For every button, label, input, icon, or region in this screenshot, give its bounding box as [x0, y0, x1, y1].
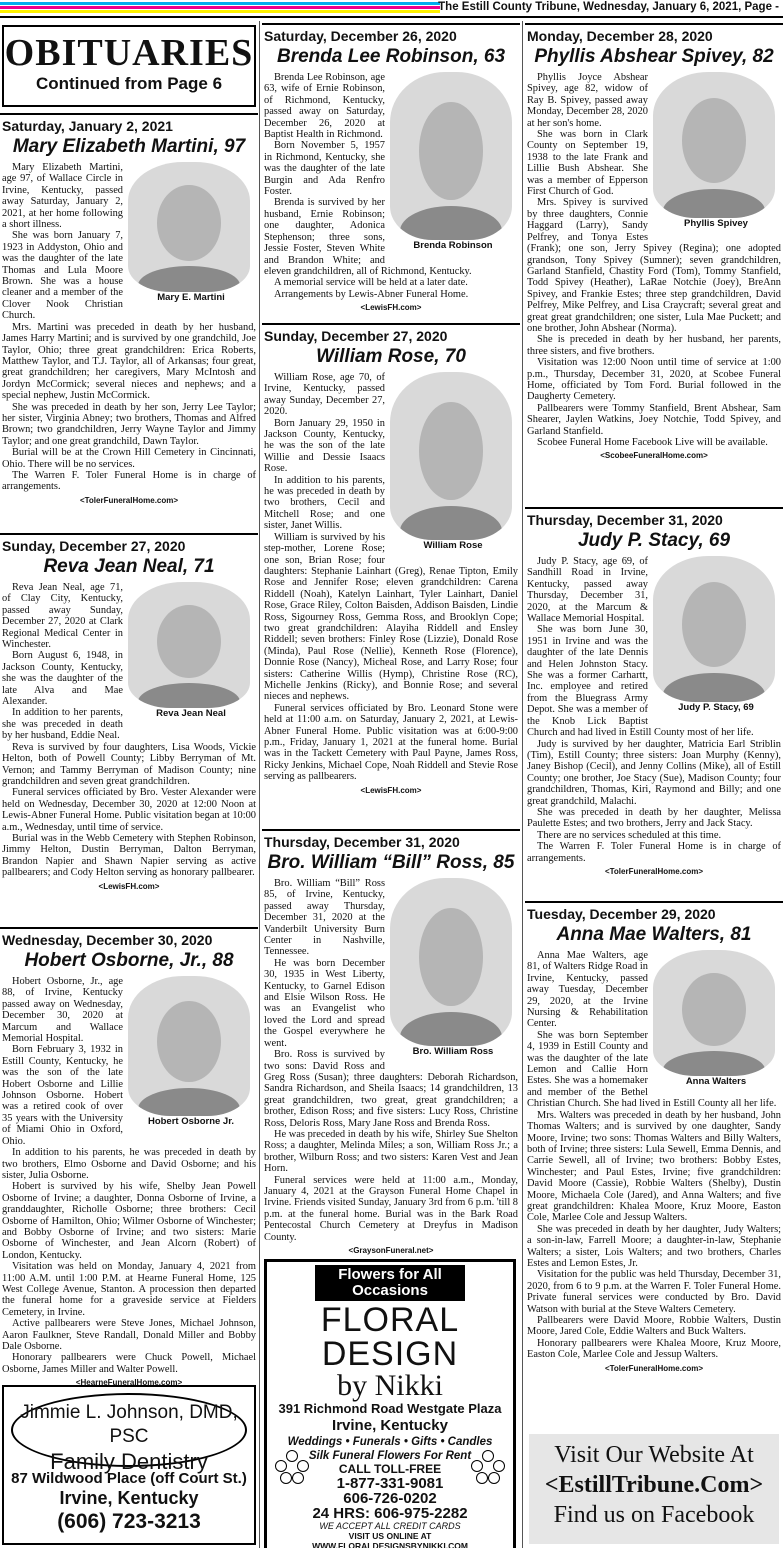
obituary [525, 23, 783, 525]
obituary-paragraph: Mrs. Walters was preceded in death by her husband, John Thomas Walters; and is survived by one daughter, Sandy Moore, Irvine; two sons: Thomas Walters and Billy Walters, both of Irvine; three sisters: Lula Sewell, Emma Dennis, and Carrie Sewell, all of Irvine; two brothers: Bobby Estes, Winchester; and Paul Estes, Irvine; five grandchildren: David Moore (Cassie), Robbie Walters (Shelby), Dustin Moore, Michaela Cole (Jared), and Anna Walters; and five great grandchildren: Khalea Moore, Kruz Moore, Easton Cole, Marlee Cole and Jessup Walters. [527, 1109, 781, 1224]
obituary-paragraph: Visitation was 12:00 Noon until time of service at 1:00 p.m., Thursday, December 31, 2020, at Scobee Funeral Home, officiated by Tom Ford. Burial followed in the Daugherty Cemetery. [527, 357, 781, 403]
obituary-date: Thursday, December 31, 2020 [525, 507, 783, 529]
floral-website: WWW.FLORALDESIGNSBYNIKKI.COM [312, 1541, 468, 1548]
color-registration-bars [0, 0, 440, 16]
obituary-text [0, 162, 258, 506]
obituary-date: Tuesday, December 29, 2020 [525, 901, 783, 923]
obituary-name: Judy P. Stacy, 69 [577, 530, 731, 551]
obituary-paragraph: Visitation for the public was held Thursday, December 31, 2020, from 6 to 9 p.m. at the Warren F. Toler Funeral Home. Private funeral services were conducted by Bro. David Watson with burial at the Steve Walters Cemetery. [527, 1269, 781, 1315]
obituary-paragraph: She was born June 30, 1951 in Irvine and was the daughter of the late Dennis and Helen Johnston Stacy. She was a former Carhartt, Inc. employee and retired from the Bluegrass Army Depot. She was a member of the Knob Lick Baptist Church and had lived in Estill County most of her life. [527, 624, 754, 739]
floral-city: Irvine, Kentucky [332, 1417, 448, 1434]
obituary-photo [390, 878, 516, 1058]
obituary-paragraph: Judy P. Stacy, age 69, of Sandhill Road in Irvine, Kentucky, passed away Thursday, December 31, 2020, at the Marcum & Wallace Memorial Hospital. [527, 556, 648, 625]
portrait-image [653, 950, 775, 1076]
obituary-date: Saturday, December 26, 2020 [262, 23, 520, 45]
obituary-paragraph: The Warren F. Toler Funeral Home is in charge of arrangements. [527, 841, 781, 864]
obituary-paragraph: Born November 5, 1957 in Richmond, Kentucky, she was the daughter of the late Burgin and Ada Renfro Foster. [264, 140, 385, 198]
obituary [525, 507, 783, 919]
obituary-text [0, 976, 258, 1389]
photo-caption: William Rose [423, 540, 483, 551]
obituary-paragraph: She was preceded in death by her son, Jerry Lee Taylor; her sister, Virginia Abney; two brothers, Thomas and Alfred Brown; two grandchildren, Jerry Wayne Taylor and Jimmy Taylor; and one great grandchild, Dawn Taylor. [2, 401, 256, 447]
obituary-paragraph: Brenda Lee Robinson, age 63, wife of Ernie Robinson, of Richmond, Kentucky, passed away on Saturday, December 26, 2020 at Baptist Health in Richmond. [264, 72, 385, 141]
obituary-name: Mary Elizabeth Martini, 97 [12, 136, 246, 157]
obituary-text [262, 372, 520, 796]
dentist-address: 87 Wildwood Place (off Court St.) [11, 1470, 247, 1487]
floral-visit: VISIT US ONLINE AT [348, 1531, 432, 1541]
dentist-oval [11, 1393, 247, 1474]
floral-call: CALL TOLL-FREE [338, 1462, 442, 1476]
photo-caption: Anna Walters [685, 1076, 747, 1087]
obituary-paragraph: Mrs. Martini was preceded in death by her husband, James Harry Martini; and is survived by one grandchild, Joe Taylor, Ohio; three great grandchildren: Erica Roberts, Matthew Taylor, and T.J. Taylor, all of Arkansas; four great, great grandchildren; her caregivers, Mary McIntosh and Jordyn McCormick; several nieces and nephews; and a special nephew, Justin McCormick. [2, 321, 256, 402]
floral-banner: Flowers for All Occasions [315, 1265, 465, 1301]
dentist-name: Jimmie L. Johnson, DMD, PSC [20, 1402, 238, 1447]
flower-icon [471, 1450, 505, 1486]
obituary-paragraph: Visitation was held on Monday, January 4, 2021 from 11:00 A.M. until 1:00 P.M. at Hearne Funeral Home, 125 West College Avenue, Stanton. A procession then departed the funeral home for a graveside service at Fielders Cemetery, in Irvine. [2, 1261, 256, 1318]
obituary-photo [128, 582, 254, 720]
obituary-paragraph: William Rose, age 70, of Irvine, Kentucky, passed away Sunday, December 27, 2020. [264, 372, 385, 418]
obituary-paragraph: She was born in Clark County on September 19, 1938 to the late Frank and Lillie Bush Abshear. She was a member of Epperson First Church of God. [527, 129, 648, 198]
obituary-photo [390, 372, 516, 552]
obituary-paragraph: Funeral services officiated by Bro. Leonard Stone were held at 11:00 a.m. on Saturday, January 2, 2021, at Lewis-Abner Funeral Home. Public visitation was at 6:00-9:00 p.m., Friday, January 1, 2021 at the funeral home. Burial was in the Tackett Cemetery with Paul Payne, James Ross, Ricky Jenkins, Michael Cope, Noah Riddell and Stevie Rose serving as pallbearers. [264, 702, 518, 783]
obituary-paragraph: Burial will be at the Crown Hill Cemetery in Cincinnati, Ohio. There will be no services. [2, 447, 256, 470]
obituary-paragraph: Born August 6, 1948, in Jackson County, Kentucky, she was the daughter of the late Alva and Mae Alexander. [2, 650, 123, 708]
obituary-paragraph: Active pallbearers were Steve Jones, Michael Johnson, Aaron Faulkner, Steve Randall, Donald Miller and Bobby Dale Osborne. [2, 1318, 256, 1352]
obituary-paragraph: In addition to his parents, he was preceded in death by two brothers, Cecil and Mitchell Rose; and one sister, Janet Willis. [264, 474, 385, 532]
funeral-home-source[interactable]: <LewisFH.com> [360, 785, 422, 795]
obituary [0, 113, 258, 549]
obituary-paragraph: Funeral services were held at 11:00 a.m., Monday, January 4, 2021 at the Grayson Funeral Home Chapel in Irvine. Friends visited Sunday, January 3rd from 6 p.m. 'till 8 p.m. at the funeral home. Burial was in the Bark Road Pentecostal Church Cemetery at Dreyfus in Madison County. [264, 1174, 519, 1243]
obituary-paragraph: William is survived by his step-mother, Lorene Rose; one son, Brian Rose; four daughters: Stephanie Lainhart (Greg), Renae Tipton, Emily Rose and Jennifer Rose; eleven grandchildren: Carena Riddell (Noah), Katelyn Lainhart, Tyler Lainhart, Daniel Rose, Grace Riley, Colton Baisden, Addison Baisden, Lindie Ross, Sigourney Ross, Gemma Ross, and Brooklyn Cope; two great grandchildren: Alayiha Riddell and Ensley Riddell; seven brothers: Finley Rose (Lizzie), Donald Rose (Minda), Paul Rose (Nellie), Kenneth Rose (Florence), Donnie Rose (Nancy), Micheal Rose, and Larry Rose; four sisters: Catherine Willis (Hymp), Christine Rose (RC), Michelle Jenkins (Ricky), and Bonnie Rose; and several nieces and nephews. [264, 531, 518, 703]
facebook-line: Find us on Facebook [553, 1502, 755, 1528]
cyan-bar [0, 2, 440, 5]
obituary-paragraph: Honorary pallbearers were Chuck Powell, Michael Osborne, James Miller and Walter Powell. [2, 1352, 256, 1375]
portrait-image [128, 162, 250, 292]
obituary-date: Wednesday, December 30, 2020 [0, 927, 258, 949]
photo-caption: Bro. William Ross [412, 1046, 494, 1057]
obituary-paragraph: Bro. Ross is survived by two sons: David Ross and Greg Ross (Susan); three daughters: Deborah Richardson, Sandra Richardson, and Sheila Isaacs; 14 grandchildren, 13 great grandchildren, two great, great grandchildren; a brother, Edison Ross; and five sisters: Lucy Ross, Christine Ross, Deloris Ross, Mary Jane Ross and Brenda Ross. [264, 1049, 518, 1129]
photo-caption: Judy P. Stacy, 69 [678, 702, 754, 713]
portrait-image [390, 72, 512, 240]
obituary-paragraph: Scobee Funeral Home Facebook Live will be available. [537, 437, 768, 448]
funeral-home-source[interactable]: <LewisFH.com> [98, 881, 160, 891]
column-rule [522, 21, 523, 1548]
obituary-paragraph: In addition to her parents, she was preceded in death by her husband, Eddie Neal. [2, 707, 123, 742]
obituary-paragraph: Bro. William “Bill” Ross 85, of Irvine, Kentucky, passed away Thursday, December 31, 2020 at the Vanderbilt University Burn Center in Nashville, Tennessee. [264, 878, 385, 958]
magenta-bar [0, 6, 440, 9]
obituary-date: Saturday, January 2, 2021 [0, 113, 258, 135]
funeral-home-source[interactable]: <TolerFuneralHome.com> [604, 1363, 704, 1373]
column-rule [259, 21, 260, 1548]
photo-caption: Brenda Robinson [413, 240, 493, 251]
tribune-website-advertisement [529, 1434, 779, 1544]
portrait-image [128, 976, 250, 1116]
obituary-photo [390, 72, 516, 252]
obituary-paragraph: Born February 3, 1932 in Estill County, Kentucky, he was the son of the late Hobert Osborne and Lillie Johnson Osborne. Hobert was a retired cook of over 35 years with the University of Miami Ohio in Oxford, Ohio. [2, 1044, 123, 1147]
portrait-image [653, 72, 775, 218]
visit-line: Visit Our Website At [554, 1442, 754, 1468]
obituary-name: Phyllis Abshear Spivey, 82 [534, 46, 774, 67]
floral-phone-tollfree: 1-877-331-9081 [336, 1475, 444, 1492]
page-subtitle: Continued from Page 6 [35, 74, 223, 93]
obituary-date: Monday, December 28, 2020 [525, 23, 783, 45]
floral-phone-local: 606-726-0202 [343, 1490, 437, 1507]
funeral-home-source[interactable]: <LewisFH.com> [360, 303, 422, 313]
obituary [262, 323, 520, 813]
portrait-image [390, 372, 512, 540]
photo-caption: Mary E. Martini [157, 292, 225, 303]
obituary-text [525, 556, 783, 877]
obituary-paragraph: He was preceded in death by his wife, Shirley Sue Shelton Ross; a daughter, Melinda Miles; a son, William Ross Jr.; a brother, Wilburn Ross; and two sisters: Karen Vest and Jean Horn. [264, 1128, 518, 1175]
obituary-paragraph: Pallbearers were Tommy Stanfield, Brent Abshear, Sam Shearer, Jaylen Watkins, Joey Notchie, Todd Spivey, and Garland Stanfield. [527, 402, 781, 437]
obituary [525, 901, 783, 1431]
portrait-image [390, 878, 512, 1046]
obituary-text [525, 950, 783, 1374]
top-rule [0, 16, 783, 18]
funeral-home-source[interactable]: <TolerFuneralHome.com> [79, 495, 179, 505]
dentist-city: Irvine, Kentucky [59, 1488, 199, 1508]
floral-address: 391 Richmond Road Westgate Plaza [278, 1401, 502, 1416]
obituary-text [262, 72, 520, 314]
obituary-name: Hobert Osborne, Jr., 88 [24, 950, 234, 971]
masthead: The Estill County Tribune, Wednesday, January 6, 2021, Page - [438, 1, 779, 13]
obituary-photo [653, 556, 779, 714]
obituary-paragraph: Mary Elizabeth Martini, age 97, of Wallace Circle in Irvine, Kentucky, passed away Saturday, January 2, 2021, at her home following a short illness. [2, 162, 123, 231]
yellow-bar [0, 10, 440, 13]
obituary-paragraph: Hobert is survived by his wife, Shelby Jean Powell Osborne of Irvine; a daughter, Donna Osborne of Irvine, a granddaughter, Richolle Osborne; three brothers: Cecil Osborne of Hamilton, Ohio; Wilmer Osborne of Winchester; and Bobby Osborne of Irvine; and two sisters: Marie Osborne of Winchester, and Jean Alcorn (Robert) of London, Kentucky. [2, 1181, 256, 1261]
funeral-home-source[interactable]: <HearneFuneralHome.com> [75, 1378, 183, 1388]
obituary-paragraph: She was born September 4, 1939 in Estill County and was the daughter of the late Lemon and Callie Horn Estes. She was a homemaker and member of the Bethel Christian Church. She had lived in Estill County all her life. [527, 1029, 777, 1110]
column-2 [262, 21, 520, 1548]
obituary-paragraph: Honorary pallbearers were Khalea Moore, Kruz Moore, Easton Cole, Marlee Cole and Jessup Walters. [527, 1337, 781, 1361]
obituaries-header [2, 25, 256, 107]
portrait-image [128, 582, 250, 708]
obituary-name: Anna Mae Walters, 81 [556, 924, 752, 945]
photo-caption: Phyllis Spivey [684, 218, 748, 229]
obituary-photo [653, 950, 779, 1088]
dentist-advertisement [2, 1385, 256, 1545]
obituary-paragraph: She was born January 7, 1923 in Addyston, Ohio and was the daughter of the late Thomas and Lula Moore Brown. She was a house cleaner and a member of the Clover Nook Christian Church. [2, 230, 123, 322]
obituary-paragraph: Anna Mae Walters, age 81, of Walters Ridge Road in Irvine, Kentucky, passed away Tuesday, December 29, 2020, at the Irvine Nursing & Rehabilitation Center. [527, 950, 648, 1030]
obituary-paragraph: Funeral services officiated by Bro. Vester Alexander were held on Wednesday, December 30, 2020 at 12:00 Noon at Lewis-Abner Funeral Home. Public visitation began at 10:00 a.m., Wednesday, until time of service. [2, 787, 256, 833]
obituary-paragraph: Phyllis Joyce Abshear Spivey, age 82, widow of Ray B. Spivey, passed away Monday, December 28, 2020 at her son's home. [527, 72, 648, 129]
flower-icon [275, 1450, 309, 1486]
floral-hours: 24 HRS: 606-975-2282 [312, 1505, 468, 1522]
portrait-image [653, 556, 775, 702]
photo-caption: Hobert Osborne Jr. [147, 1116, 235, 1127]
obituary-paragraph: Brenda is survived by her husband, Ernie Robinson; one daughter, Adonica Stephenson; three sons, Jessie Foster, Steven White and Brandon White; and eleven grandchildren, all of Richmond, Kentucky. [264, 197, 472, 277]
obituary-paragraph: Reva is survived by four daughters, Lisa Woods, Vickie Helton, both of Powell County; Libby Berryman of Mt. Vernon; and Tammy Berryman of Madison County; nine grandchildren and seven great grandchildren. [2, 741, 256, 787]
floral-by: by Nikki [337, 1369, 443, 1402]
page-title: OBITUARIES [4, 32, 254, 74]
obituary-text [262, 878, 520, 1256]
obituary-paragraph: Pallbearers were David Moore, Robbie Walters, Dustin Moore, Jared Cole, Eddie Walters and Buck Walters. [527, 1315, 781, 1338]
obituary-paragraph: In addition to his parents, he was preceded in death by two brothers, Elmo Osborne and David Osborne; and his sister, Julia Osborne. [2, 1147, 256, 1181]
obituary-paragraph: A memorial service will be held at a later date. [274, 277, 468, 289]
obituary-date: Sunday, December 27, 2020 [0, 533, 258, 555]
floral-cards: WE ACCEPT ALL CREDIT CARDS [319, 1521, 461, 1531]
obituary-paragraph: She was preceded in death by her daughter, Melissa Paulette Estes; and two brothers, Jerry and Jack Stacy. [527, 806, 781, 830]
obituary-photo [128, 162, 254, 304]
floral-name: FLORAL DESIGN [320, 1301, 460, 1373]
obituary-name: Bro. William “Bill” Ross, 85 [267, 852, 515, 873]
funeral-home-source[interactable]: <ScobeeFuneralHome.com> [600, 451, 708, 461]
obituary [262, 23, 520, 323]
dentist-practice: Family Dentistry [50, 1449, 208, 1474]
obituary-paragraph: Reva Jean Neal, age 71, of Clay City, Kentucky, passed away Sunday, December 27, 2020 at Clark Regional Medical Center in Winchester. [2, 582, 123, 651]
obituary [262, 829, 520, 1259]
obituary-paragraph: She was preceded in death by her daughter, Judy Walters; a son-in-law, Farrell Moore; a daughter-in-law, Stephanie Walters; a sister, Lois Walters; and two brothers, Charles Estes and Lemon Estes, Jr. [527, 1223, 781, 1269]
obituary-name: Reva Jean Neal, 71 [43, 556, 215, 577]
obituary-paragraph: Arrangements by Lewis-Abner Funeral Home. [274, 288, 469, 300]
photo-caption: Reva Jean Neal [156, 708, 226, 719]
dentist-phone: (606) 723-3213 [57, 1510, 201, 1533]
obituary-paragraph: Mrs. Spivey is survived by three daughters, Connie Haggard (Larry), Sandy Pelfrey, and Tonya Estes (Frank); one son, Jerry Spivey (Regina); one adopted grandson, Tony Spivey (Sumner); seven grandchildren, Garland Stanfield, Chastity Ford (Tom), Tommy Stanfield, Todd Spivey (Heather), LaRae Notchie (Joey), BreAnn Spivey, and Frankie Estes; three step grandchildren, David Pelfrey, Mike Pelfrey, and Lisa Craycraft; several great and great great grandchildren; one sister, Lula Mae Puckett; and one brother, John Abshear (Norma). [527, 197, 781, 334]
obituary-photo [128, 976, 254, 1128]
obituary-paragraph: Born January 29, 1950 in Jackson County, Kentucky, he was the son of the late Willie and Dessie Isaacs Rose. [264, 417, 385, 475]
website-link[interactable]: <EstillTribune.Com> [544, 1472, 764, 1498]
obituary [0, 927, 258, 1402]
floral-services: Weddings • Funerals • Gifts • Candles [287, 1436, 493, 1448]
funeral-home-source[interactable]: <TolerFuneralHome.com> [604, 866, 704, 876]
obituary-paragraph: She is preceded in death by her husband, her parents, three sisters, and five brothers. [527, 334, 781, 357]
obituary-photo [653, 72, 779, 230]
obituary-name: William Rose, 70 [316, 346, 466, 367]
obituary-date: Thursday, December 31, 2020 [262, 829, 520, 851]
obituary-paragraph: He was born December 30, 1935 in West Liberty, Kentucky, to Garnel Edison and Elsie Wilson Ross. He was an Evangelist who loved the Lord and spread the Gospel everywhere he went. [264, 957, 385, 1049]
obituary [0, 533, 258, 933]
funeral-home-source[interactable]: <GraysonFuneral.net> [348, 1246, 434, 1255]
obituary-paragraph: Hobert Osborne, Jr., age 88, of Irvine, Kentucky passed away on Wednesday, December 30, 2020 at Marcum and Wallace Memorial Hospital. [2, 976, 123, 1045]
obituary-paragraph: There are no services scheduled at this time. [537, 829, 722, 841]
obituary-paragraph: Judy is survived by her daughter, Matricia Earl Striblin (Tim), Estill County; three sisters: Joan Murphy (Kenny), Janey Bishop (Cecil), and Jenny Collins (Mike), all of Estill County; one brother, Joe Stacy (Sue), Madison County; four grandchildren, Thomas, Kiri, Raymond and Billy; and one great grandchild, Malachi. [527, 738, 781, 807]
obituary-name: Brenda Lee Robinson, 63 [276, 46, 506, 67]
obituary-paragraph: Burial was in the Webb Cemetery with Stephen Robinson, Jimmy Helton, Dustin Berryman, Dalton Berryman, Brandon Napier and Shawn Napier serving as active pallbearers; and Cody Helton serving as honorary pallbearer. [2, 832, 256, 879]
obituary-paragraph: The Warren F. Toler Funeral Home is in charge of arrangements. [2, 469, 256, 493]
column-3 [525, 21, 783, 1548]
obituary-date: Sunday, December 27, 2020 [262, 323, 520, 345]
obituary-text [0, 582, 258, 892]
column-1 [0, 21, 258, 1548]
floral-silk: Silk Funeral Flowers For Rent [308, 1450, 472, 1462]
floral-advertisement [264, 1259, 516, 1548]
obituary-text [525, 72, 783, 462]
